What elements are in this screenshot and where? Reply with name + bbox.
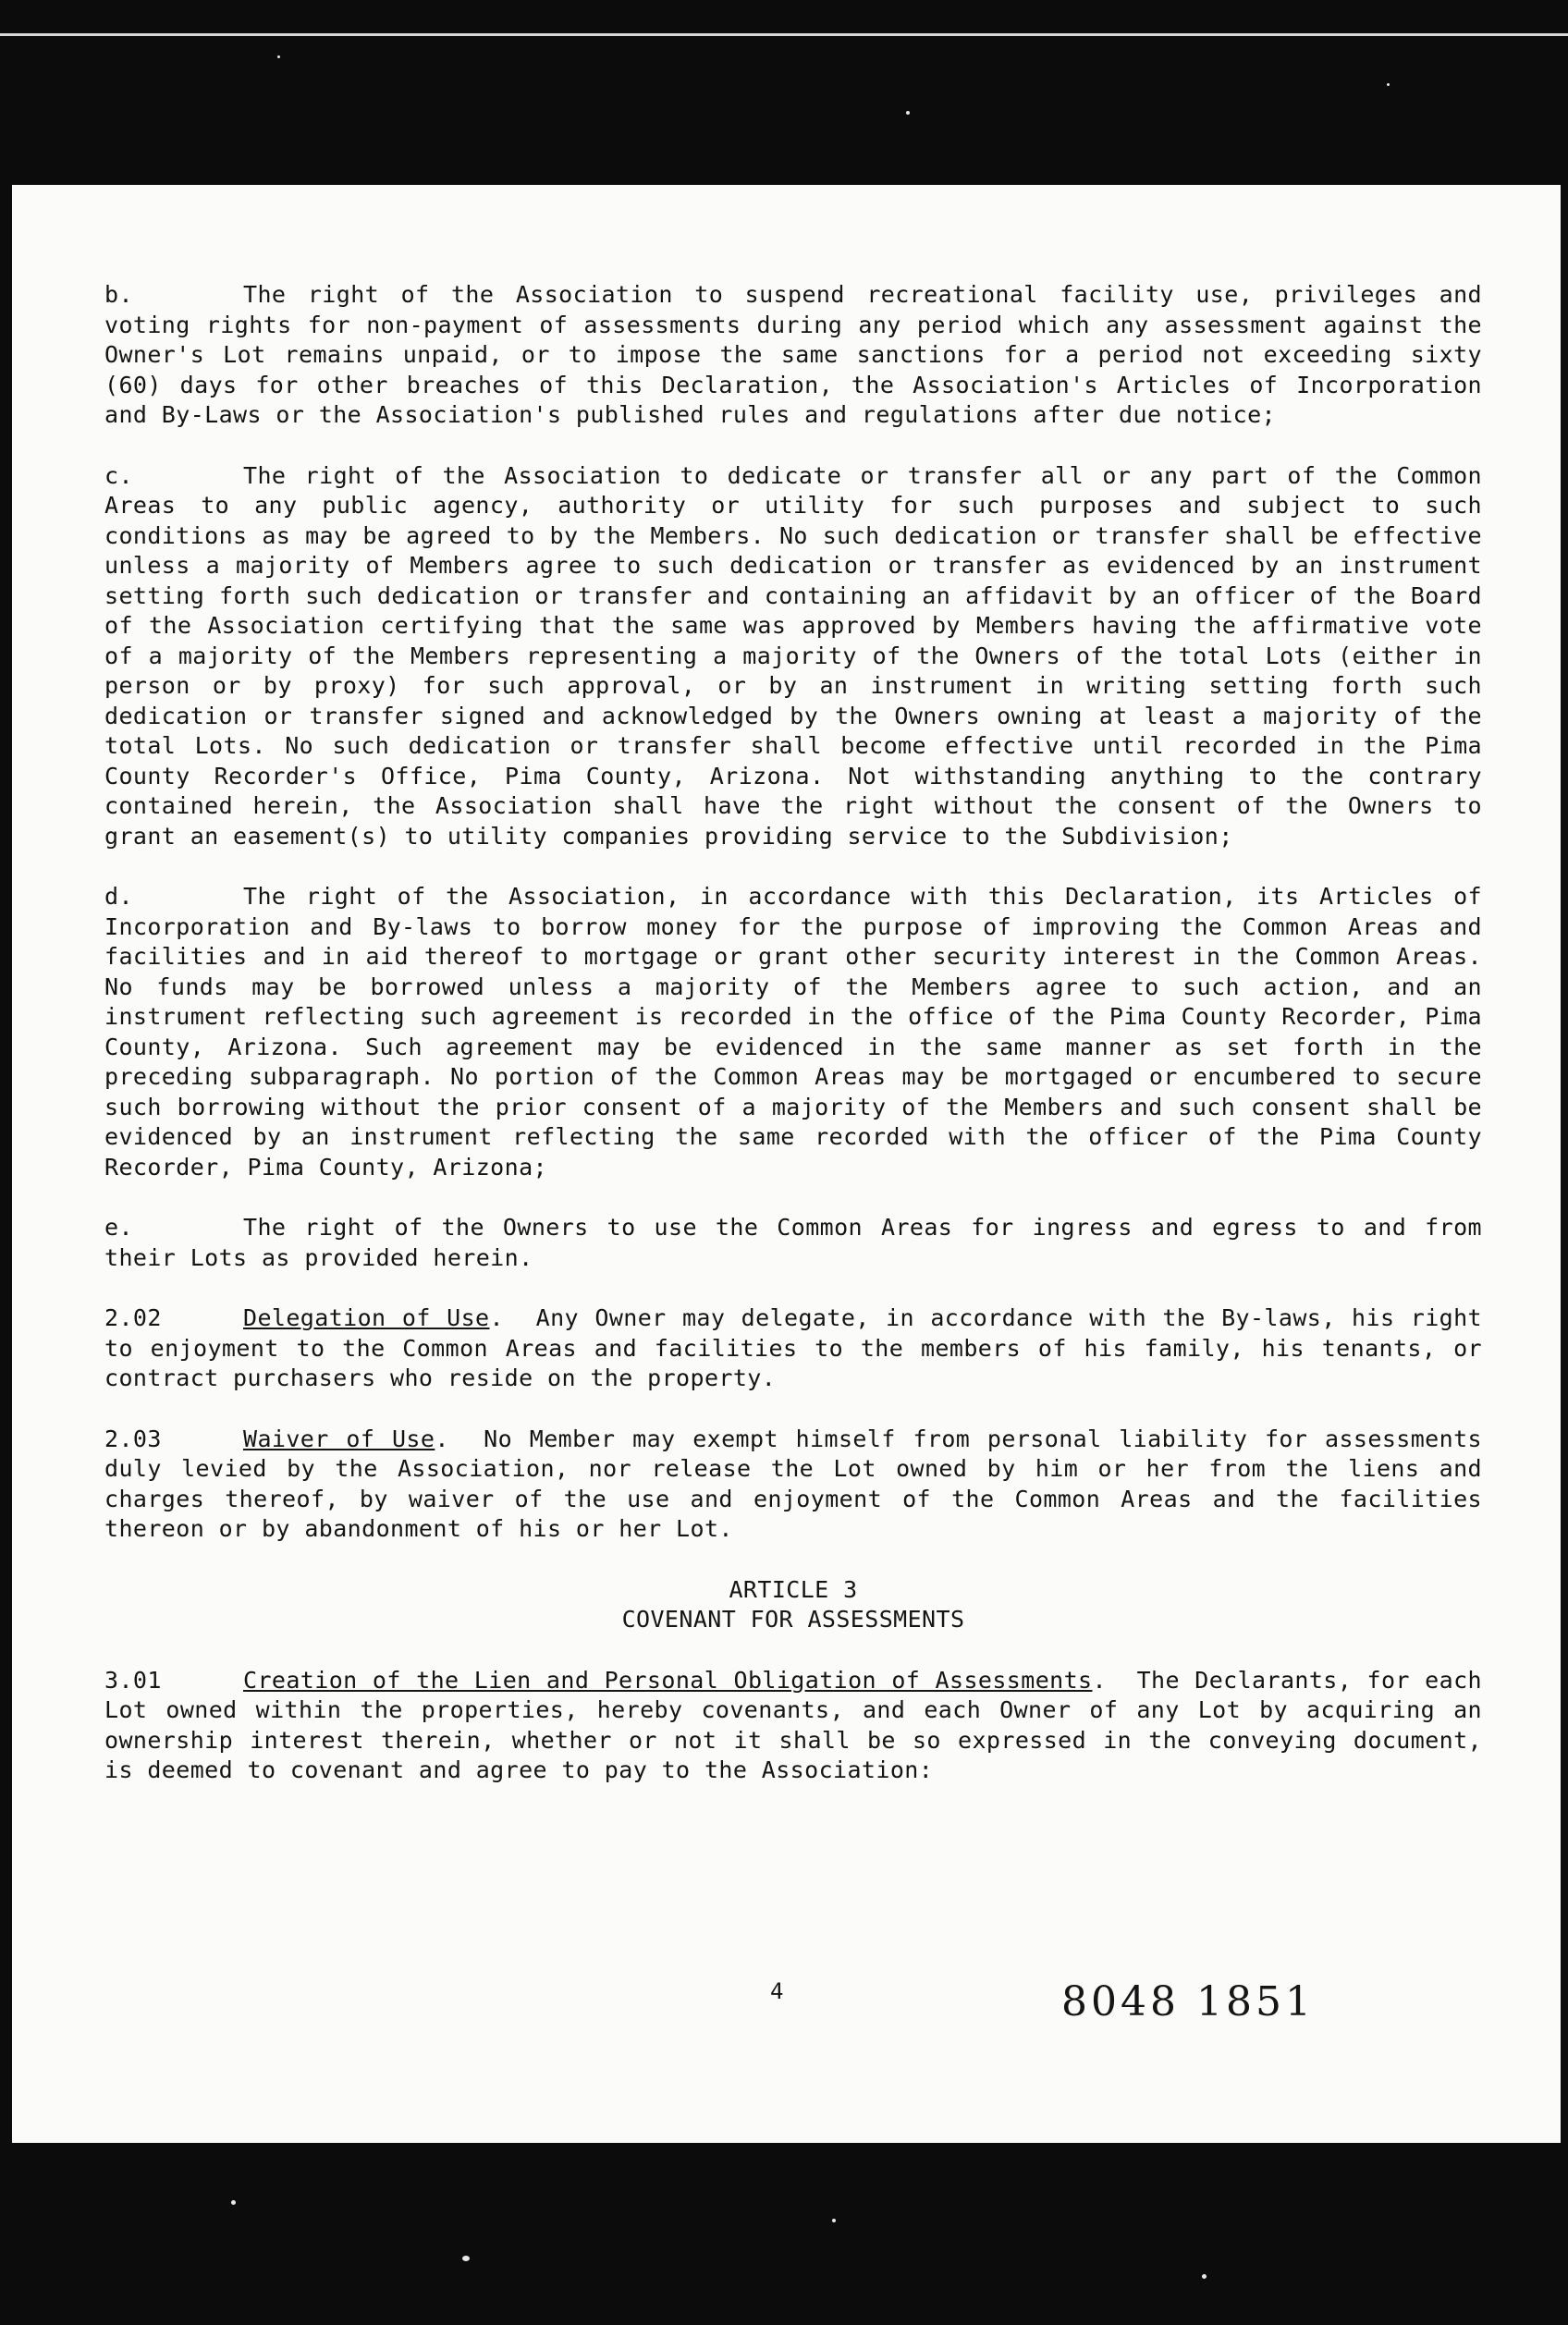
paragraph-e [104, 1213, 1482, 1273]
section-heading: Delegation of Use [243, 1304, 490, 1331]
document-page [12, 185, 1561, 2143]
paragraph-marker: c. [104, 461, 133, 489]
page-number: 4 [770, 1978, 784, 2004]
paragraph-marker: e. [104, 1214, 133, 1241]
section-2-03: 2.03 Waiver of Use. No Member may exempt himself from personal liability for assessments duly levied by the Association, nor release the Lot owned by him or her from the liens and charges thereof, by waiver of the use and enjoyment of the Common Areas and the facilities thereon or by abandonment of his or her Lot. [104, 1425, 1482, 1542]
article-number: ARTICLE 3 [729, 1575, 858, 1603]
section-number: 2.03 [104, 1425, 162, 1452]
section-heading: Creation of the Lien and Personal Obligation of Assessments [243, 1666, 1093, 1694]
paragraph-text: The right of the Association, in accordance with this Declaration, its Articles of Incorporation and By-laws to borrow money for the purpose of improving the Common Areas and facilities and in aid thereof to mortgage or grant other security interest in the Common Areas. No funds may be borrowed unless a majority of the Members agree to such action, and an instrument reflecting such agreement is recorded in the office of the Pima County Recorder, Pima County, Arizona. Such agreement may be evidenced in the same manner as set forth in the preceding subparagraph. No portion of the Common Areas may be mortgaged or encumbered to secure such borrowing without the prior consent of a majority of the Members and such consent shall be evidenced by an instrument reflecting the same recorded with the officer of the Pima County Recorder, Pima County, Arizona; [104, 883, 1482, 1181]
paragraph-marker: d. [104, 883, 133, 910]
section-text: No Member may exempt himself from personal liability for assessments duly levied by the Association, nor release the Lot owned by him or her from the liens and charges thereof, by waiver of the use and enjoyment of the Common Areas and the facilities thereon or by abandonment of his or her Lot. [104, 1425, 1482, 1542]
scan-edge-line [0, 33, 1568, 36]
paragraph-d [104, 882, 1482, 1182]
scan-speck [906, 111, 910, 115]
section-2-02: 2.02 Delegation of Use. Any Owner may delegate, in accordance with the By-laws, his right to enjoyment to the Common Areas and facilities to the members of his family, his tenants, or contract purchasers who reside on the property. [104, 1304, 1483, 1391]
scan-speck [832, 2219, 836, 2222]
scan-speck [462, 2256, 470, 2261]
article-title: COVENANT FOR ASSESSMENTS [621, 1606, 965, 1633]
scan-speck [1202, 2274, 1207, 2279]
paragraph-text: The right of the Owners to use the Common Areas for ingress and egress to and from their Lots as provided herein. [104, 1214, 1482, 1271]
scan-speck [1387, 83, 1390, 86]
section-number: 3.01 [104, 1666, 162, 1694]
document-body [104, 280, 1482, 1786]
section-heading: Waiver of Use [243, 1425, 435, 1452]
paragraph-text: The right of the Association to dedicate or transfer all or any part of the Common Areas to any public agency, authority or utility for such purposes and subject to such conditions as may be agreed to by the Members. No such dedication or transfer shall be effective unless a majority of Members agree to such dedication or transfer as evidenced by an instrument setting forth such dedication or transfer and containing an affidavit by an officer of the Board of the Association certifying that the same was approved by Members having the affirmative vote of a majority of the Members representing a majority of the Owners of the total Lots (either in person or by proxy) for such approval, or by an instrument in writing setting forth such dedication or transfer signed and acknowledged by the Owners owning at least a majority of the total Lots. No such dedication or transfer shall become effective until recorded in the Pima County Recorder's Office, Pima County, Arizona. Not withstanding anything to the contrary contained herein, the Association shall have the right without the consent of the Owners to grant an easement(s) to utility companies providing service to the Subdivision; [104, 461, 1482, 850]
section-3-01: 3.01 Creation of the Lien and Personal Obligation of Assessments. The Declarants, for each Lot owned within the properties, hereby covenants, and each Owner of any Lot by acquiring an ownership interest therein, whether or not it shall be so expressed in the conveying document, is deemed to covenant and agree to pay to the Association: [104, 1666, 1482, 1783]
paragraph-text: The right of the Association to suspend recreational facility use, privileges and voting rights for non-payment of assessments during any period which any assessment against the Owner's Lot remains unpaid, or to impose the same sanctions for a period not exceeding sixty (60) days for other breaches of this Declaration, the Association's Articles of Incorporation and By-Laws or the Association's published rules and regulations after due notice; [104, 281, 1482, 428]
section-text: Any Owner may delegate, in accordance with the By-laws, his right to enjoyment to the Common Areas and facilities to the members of his family, his tenants, or contract purchasers who reside on the property. [104, 1304, 1483, 1391]
scan-speck [277, 55, 280, 58]
paragraph-marker: b. [104, 281, 133, 308]
recording-stamp: 8048 1851 [1061, 1978, 1315, 2025]
section-text: The Declarants, for each Lot owned within the properties, hereby covenants, and each Owner of any Lot by acquiring an ownership interest therein, whether or not it shall be so expressed in the conveying document, is deemed to covenant and agree to pay to the Association: [104, 1666, 1482, 1783]
paragraph-b [104, 280, 1482, 431]
paragraph-c [104, 461, 1482, 852]
scan-speck [231, 2200, 236, 2205]
section-number: 2.02 [104, 1304, 162, 1331]
